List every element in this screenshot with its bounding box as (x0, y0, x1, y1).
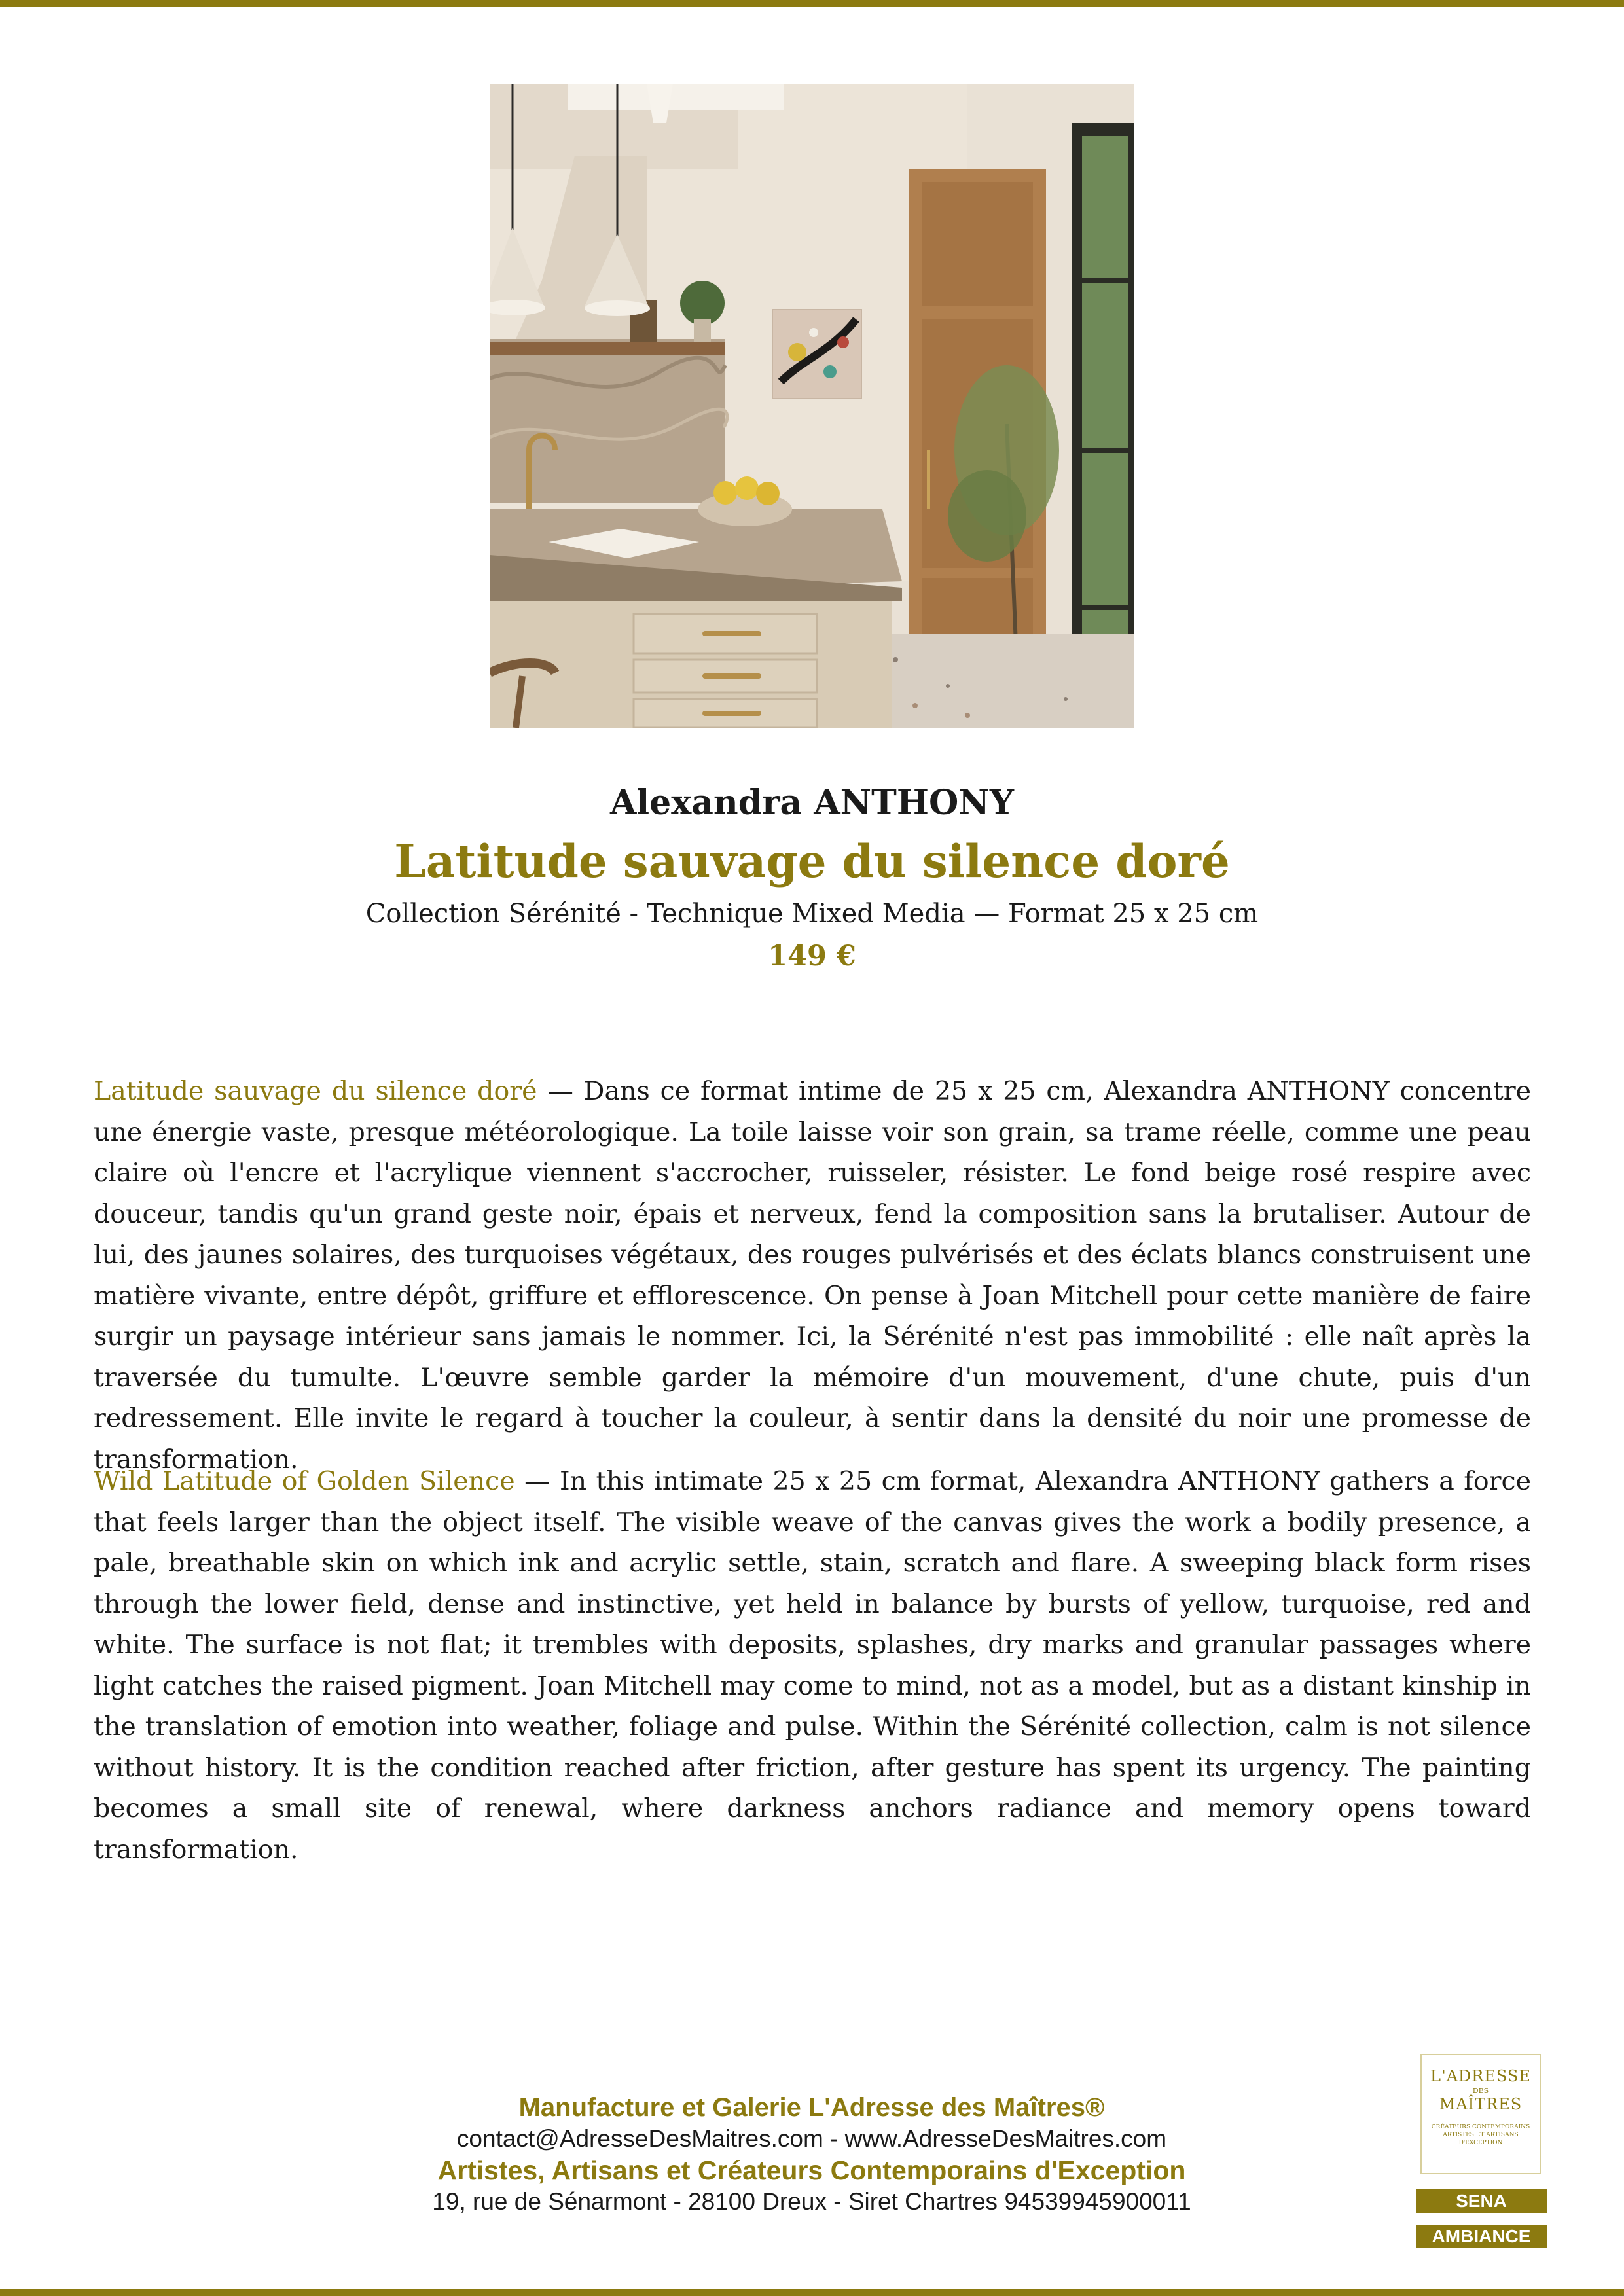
description-en (94, 1461, 1531, 1870)
artwork-in-situ-photo (490, 84, 1134, 728)
kitchen-scene-illustration (490, 84, 1134, 728)
description-fr-text: — Dans ce format intime de 25 x 25 cm, Alexandra ANTHONY concentre une énergie vaste, presque météorologique. La toile laisse voir son grain, sa trame réelle, comme une peau claire où l'encre et l'acrylique viennent s'accrocher, ruisseler, résister. Le fond beige rosé respire avec douceur, tandis qu'un grand geste noir, épais et nerveux, fend la composition sans la brutaliser. Autour de lui, des jaunes solaires, des turquoises végétaux, des rouges pulvérisés et des éclats blancs construisent une matière vivante, entre dépôt, griffure et efflorescence. On pense à Joan Mitchell pour cette manière de faire surgir un paysage intérieur sans jamais le nommer. Ici, la Sérénité n'est pas immobilité : elle naît après la traversée du tumulte. L'œuvre semble garder la mémoire d'un mouvement, d'une chute, puis d'un redressement. Elle invite le regard à toucher la couleur, à sentir dans la densité du noir une promesse de transformation. (94, 1076, 1532, 1475)
logo-line-1: L'ADRESSE (1430, 2067, 1531, 2085)
artwork-title: Latitude sauvage du silence doré (394, 835, 1230, 888)
gallery-logo (1420, 2054, 1541, 2174)
description-fr-lead: Latitude sauvage du silence doré (94, 1076, 537, 1106)
description-fr (94, 1071, 1531, 1480)
logo-line-2: DES (1472, 2087, 1489, 2095)
top-accent-bar (0, 0, 1624, 7)
collection-badge: SENA (1416, 2189, 1547, 2213)
logo-line-6: D'EXCEPTION (1458, 2140, 1503, 2146)
bottom-accent-bar (0, 2289, 1624, 2296)
artwork-price: 149 € (768, 940, 856, 973)
logo-line-4: CRÉATEURS CONTEMPORAINS (1431, 2124, 1530, 2130)
description-en-text: — In this intimate 25 x 25 cm format, Alexandra ANTHONY gathers a force that feels larger than the object itself. The visible weave of the canvas gives the work a bodily presence, a pale, breathable skin on which ink and acrylic settle, stain, scratch and flare. A sweeping black form rises through the lower field, dense and instinctive, yet held in balance by bursts of yellow, turquoise, red and white. The surface is not flat; it trembles with deposits, splashes, dry marks and granular passages where light catches the raised pigment. Joan Mitchell may come to mind, not as a model, but as a distant kinship in the translation of emotion into weather, foliage and pulse. Within the Sérénité collection, calm is not silence without history. It is the condition reached after friction, after gesture has spent its urgency. The painting becomes a small site of renewal, where darkness anchors radiance and memory opens toward transformation. (94, 1466, 1531, 1865)
gallery-footer (288, 2092, 1335, 2217)
gallery-address: 19, rue de Sénarmont - 28100 Dreux - Siret Chartres 94539945900011 (432, 2188, 1191, 2215)
logo-line-5: ARTISTES ET ARTISANS (1443, 2132, 1519, 2138)
description-en-lead: Wild Latitude of Golden Silence (94, 1466, 515, 1496)
gallery-contact: contact@AdresseDesMaitres.com - www.AdresseDesMaitres.com (456, 2125, 1167, 2152)
logo-line-3: MAÎTRES (1439, 2095, 1523, 2113)
gallery-tagline: Artistes, Artisans et Créateurs Contemporains d'Exception (437, 2155, 1186, 2185)
artist-name: Alexandra ANTHONY (610, 783, 1014, 823)
ambiance-badge: AMBIANCE (1416, 2225, 1547, 2248)
artwork-subtitle: Collection Sérénité - Technique Mixed Media — Format 25 x 25 cm (365, 899, 1259, 929)
gallery-name: Manufacture et Galerie L'Adresse des Maîtres® (518, 2093, 1105, 2122)
